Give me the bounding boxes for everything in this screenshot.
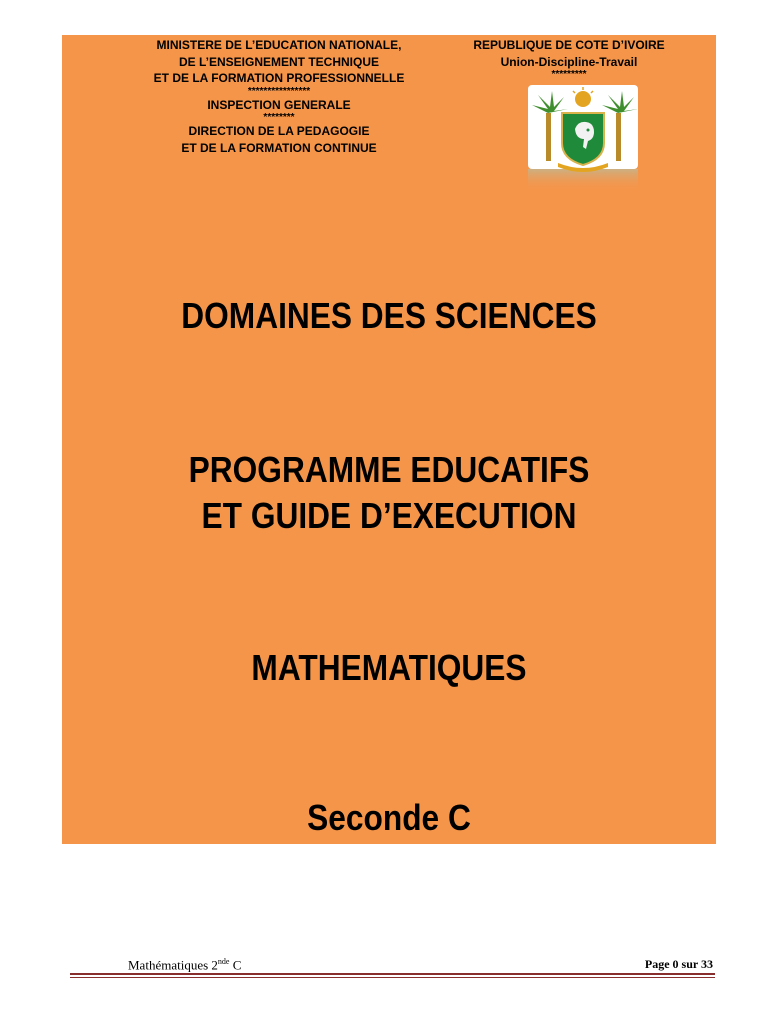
republic-header xyxy=(454,37,684,80)
direction-line: ET DE LA FORMATION CONTINUE xyxy=(181,140,377,155)
separator-stars: ******** xyxy=(263,112,295,123)
program-title xyxy=(101,447,677,539)
direction-line: DIRECTION DE LA PEDAGOGIE xyxy=(188,124,370,138)
footer-rule-thin xyxy=(70,977,715,978)
separator-stars: ********* xyxy=(551,69,587,80)
footer-subject xyxy=(128,957,241,973)
ministry-line: ET DE LA FORMATION PROFESSIONNELLE xyxy=(153,71,405,85)
inspection-line: INSPECTION GENERALE xyxy=(207,97,351,112)
program-title-line: ET GUIDE D’EXECUTION xyxy=(201,495,577,536)
footer-subject-text: Mathématiques 2 xyxy=(128,957,218,973)
footer-subject-suffix: C xyxy=(229,957,242,973)
cover-panel xyxy=(62,35,716,844)
footer-rule xyxy=(70,973,715,975)
subject-title: MATHEMATIQUES xyxy=(251,647,527,688)
page-number: Page 0 sur 33 xyxy=(644,957,713,971)
ministry-line: MINISTERE DE L’EDUCATION NATIONALE, xyxy=(156,38,402,52)
ministry-line: DE L’ENSEIGNEMENT TECHNIQUE xyxy=(178,54,380,69)
coat-of-arms-icon xyxy=(528,85,638,191)
republic-name: REPUBLIQUE DE COTE D’IVOIRE xyxy=(473,38,665,52)
program-title-line: PROGRAMME EDUCATIFS xyxy=(188,449,590,490)
class-title: Seconde C xyxy=(307,797,471,838)
republic-motto: Union-Discipline-Travail xyxy=(500,54,638,69)
separator-stars: **************** xyxy=(247,85,311,97)
ministry-header xyxy=(124,37,434,156)
domain-title: DOMAINES DES SCIENCES xyxy=(181,295,597,336)
footer-superscript: nde xyxy=(217,957,230,966)
